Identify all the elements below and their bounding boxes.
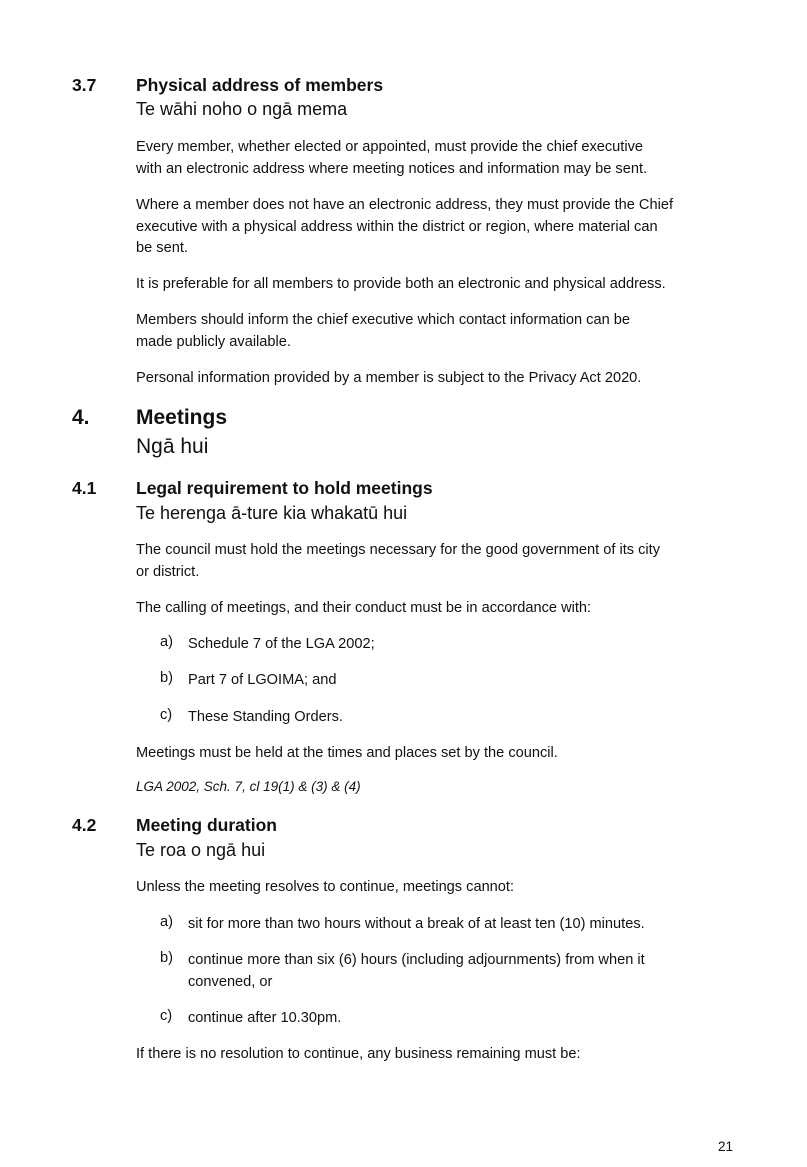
section-title: Meeting duration bbox=[136, 815, 277, 835]
paragraph: Every member, whether elected or appointed, must provide the chief executive with an electronic address where meeting notices and information may be sent. bbox=[136, 139, 648, 177]
list-item: continue after 10.30pm. bbox=[188, 1010, 342, 1026]
paragraph: Personal information provided by a member is subject to the Privacy Act 2020. bbox=[136, 370, 642, 386]
section-number: 4.2 bbox=[72, 815, 97, 835]
list-marker: b) bbox=[160, 950, 173, 966]
list-marker: b) bbox=[160, 670, 173, 686]
section-subtitle: Te wāhi noho o ngā mema bbox=[136, 99, 348, 119]
list-marker: a) bbox=[160, 634, 173, 650]
paragraph: The calling of meetings, and their conduct must be in accordance with: bbox=[136, 600, 592, 616]
paragraph: Where a member does not have an electronic address, they must provide the Chief executive with a physical address within the district or region, where material can be sent. bbox=[136, 197, 674, 256]
list-item: Part 7 of LGOIMA; and bbox=[188, 672, 337, 688]
chapter-title: Meetings bbox=[136, 406, 228, 429]
section-title: Legal requirement to hold meetings bbox=[136, 478, 433, 498]
list-marker: c) bbox=[160, 707, 173, 723]
legal-citation: LGA 2002, Sch. 7, cl 19(1) & (3) & (4) bbox=[136, 779, 361, 794]
paragraph: Members should inform the chief executive which contact information can be made publicly available. bbox=[136, 312, 630, 350]
paragraph: Unless the meeting resolves to continue, meetings cannot: bbox=[136, 879, 515, 895]
list-marker: a) bbox=[160, 914, 173, 930]
paragraph: The council must hold the meetings necessary for the good government of its city or district. bbox=[136, 542, 661, 580]
list-marker: c) bbox=[160, 1008, 173, 1024]
paragraph: It is preferable for all members to provide both an electronic and physical address. bbox=[136, 276, 666, 292]
list-item: These Standing Orders. bbox=[188, 709, 343, 725]
list-item: continue more than six (6) hours (including adjournments) from when it convened, or bbox=[188, 952, 645, 990]
section-number: 4.1 bbox=[72, 478, 97, 498]
paragraph: Meetings must be held at the times and places set by the council. bbox=[136, 745, 558, 761]
chapter-number: 4. bbox=[72, 406, 90, 429]
list-item: Schedule 7 of the LGA 2002; bbox=[188, 636, 375, 652]
section-subtitle: Te herenga ā-ture kia whakatū hui bbox=[136, 503, 408, 523]
section-number: 3.7 bbox=[72, 75, 97, 95]
chapter-subtitle: Ngā hui bbox=[136, 435, 209, 458]
section-title: Physical address of members bbox=[136, 75, 384, 95]
list-item: sit for more than two hours without a break of at least ten (10) minutes. bbox=[188, 916, 645, 932]
page-number: 21 bbox=[718, 1139, 734, 1154]
paragraph: If there is no resolution to continue, any business remaining must be: bbox=[136, 1046, 581, 1062]
section-subtitle: Te roa o ngā hui bbox=[136, 840, 266, 860]
